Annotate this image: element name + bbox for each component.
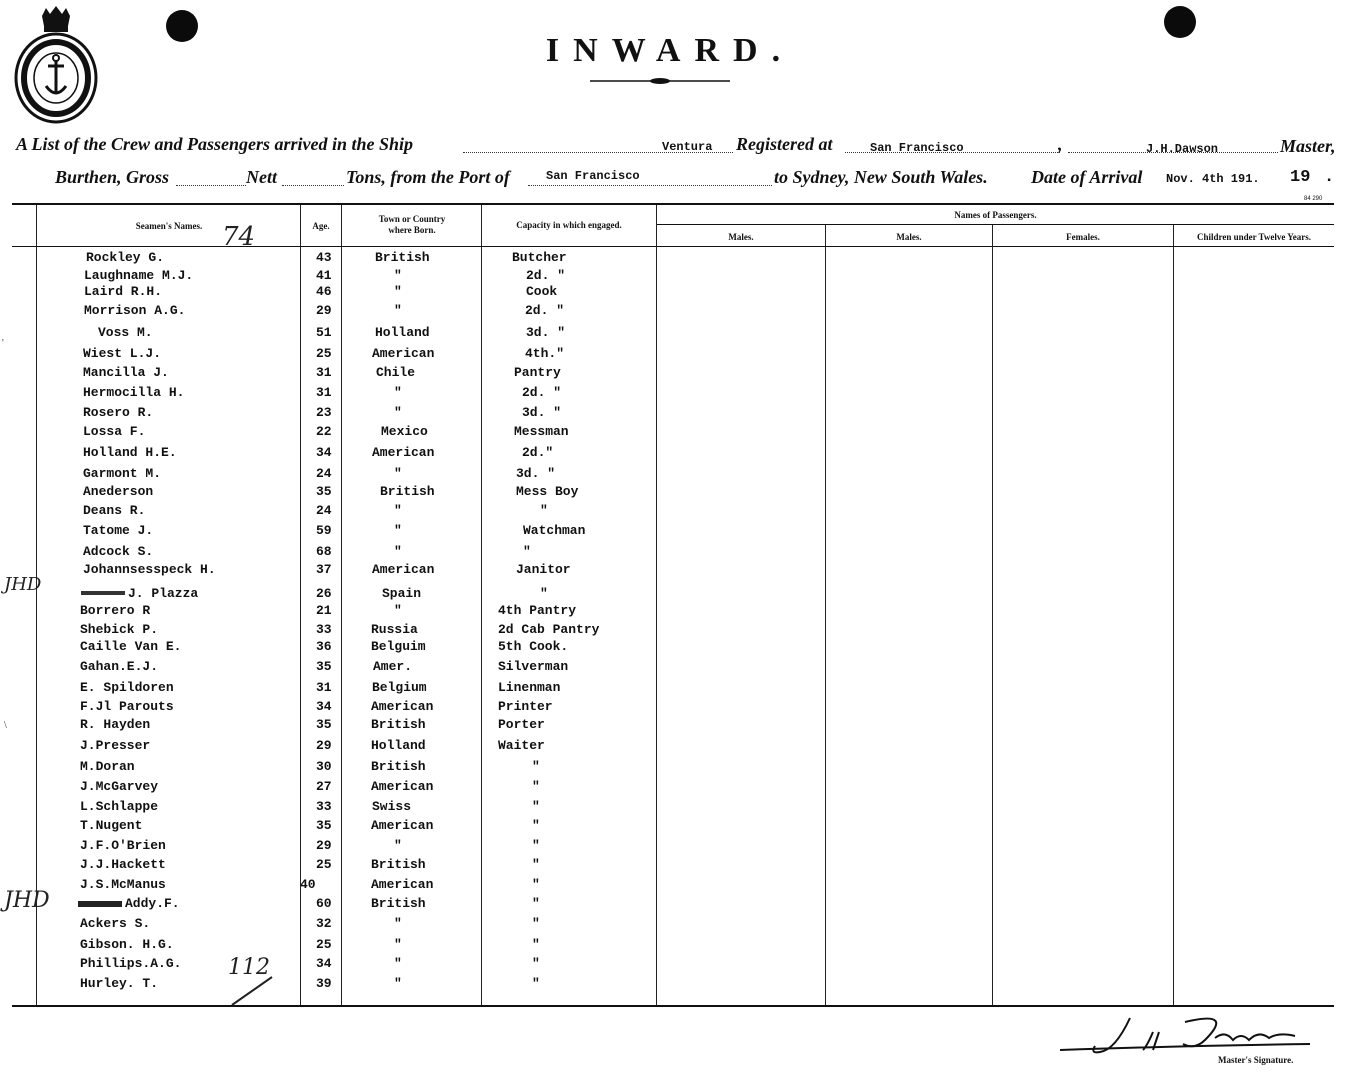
seaman-birthplace: Mexico [381,424,428,439]
struck-out-name-2 [78,901,122,907]
ship-name: Ventura [662,140,713,154]
seaman-name: Lossa F. [83,424,146,439]
col-capacity: Capacity in which engaged. [516,220,622,230]
seaman-age: 34 [316,445,332,460]
seaman-name: J.Presser [80,738,151,753]
edge-mark: \ [4,720,7,731]
seaman-age: 35 [316,484,332,499]
passenger-subheader-border [657,224,1334,225]
master-label: Master, [1280,136,1336,156]
seaman-name: Holland H.E. [83,445,177,460]
seaman-birthplace: Chile [376,365,416,380]
seaman-name: Addy.F. [125,896,180,911]
seaman-name: Morrison A.G. [84,303,186,318]
form-code: 84 290 [1304,196,1323,202]
arrival-year: 19 [1290,168,1311,187]
seaman-capacity: 2d. " [522,385,562,400]
handwritten-initials-2: JHD [4,888,50,913]
seaman-name: E. Spildoren [80,680,174,695]
seaman-capacity: " [532,799,540,814]
seaman-name: Caille Van E. [80,639,182,654]
burthen-label: Burthen, Gross [55,167,170,187]
col-divider-children [1173,225,1174,1005]
struck-out-name-1 [81,591,125,595]
seaman-name: J. Plazza [128,586,199,601]
seaman-capacity: 2d. " [526,268,566,283]
seaman-birthplace: American [371,699,434,714]
seaman-birthplace: British [371,857,426,872]
handwritten-count-top: 74 [222,222,256,252]
seaman-age: 33 [316,799,332,814]
seaman-capacity: " [532,877,540,892]
seaman-name: Anederson [83,484,154,499]
col-divider-passengers [656,205,657,1005]
arrival-period: . [1324,168,1335,187]
seaman-name: Rockley G. [86,250,165,265]
seaman-age: 40 [300,877,316,892]
seaman-birthplace: American [371,818,434,833]
list-prefix: A List of the Crew and Passengers arrived in the Ship [16,134,414,154]
col-divider-town [341,205,342,1005]
seaman-birthplace: Spain [382,586,422,601]
seaman-age: 33 [316,622,332,637]
seaman-name: Garmont M. [83,466,162,481]
comma: , [1058,134,1063,154]
page-title: INWARD. [545,32,795,69]
seaman-age: 29 [316,838,332,853]
seaman-age: 25 [316,937,332,952]
seaman-age: 41 [316,268,332,283]
col-seamen-names: Seamen's Names. [135,221,203,231]
seaman-capacity: " [532,976,540,991]
seaman-name: Johannsesspeck H. [83,562,216,577]
col-divider-males2 [825,225,826,1005]
seaman-capacity: Janitor [516,562,571,577]
seaman-birthplace: Russia [371,622,418,637]
col-divider-females [992,225,993,1005]
seaman-age: 31 [316,365,332,380]
seaman-birthplace: " [394,284,402,299]
seaman-capacity: 2d." [522,445,554,460]
seaman-birthplace: " [394,405,402,420]
seaman-name: Borrero R [80,603,151,618]
seaman-birthplace: " [394,838,402,853]
seaman-capacity: " [532,779,540,794]
seaman-name: J.F.O'Brien [80,838,166,853]
seaman-name: Gibson. H.G. [80,937,174,952]
seaman-name: Voss M. [98,325,153,340]
seaman-capacity: Linenman [498,680,561,695]
seaman-name: Hurley. T. [80,976,159,991]
seaman-age: 35 [316,818,332,833]
col-age: Age. [312,221,330,231]
seaman-birthplace: Holland [371,738,426,753]
master-signature-label: Master's Signature. [1218,1055,1294,1065]
col-males-1: Males. [728,232,754,242]
seaman-capacity: Mess Boy [516,484,579,499]
punch-hole-right [1164,6,1196,38]
seaman-name: Deans R. [83,503,146,518]
seaman-age: 34 [316,699,332,714]
seaman-capacity: Printer [498,699,553,714]
seaman-capacity: " [532,896,540,911]
handwritten-slash [228,965,278,1010]
arrival-date: Nov. 4th 191. [1166,172,1260,186]
seaman-age: 32 [316,916,332,931]
seaman-capacity: " [532,956,540,971]
nett-dotted-line [282,185,344,186]
seaman-age: 43 [316,250,332,265]
seaman-age: 59 [316,523,332,538]
seaman-birthplace: American [372,562,435,577]
seaman-name: Wiest L.J. [83,346,162,361]
seaman-birthplace: Belgium [372,680,427,695]
seaman-birthplace: " [394,503,402,518]
handwritten-initials-1: JHD [4,574,42,595]
seaman-name: Shebick P. [80,622,159,637]
edge-mark: ' [2,338,4,349]
seaman-birthplace: " [394,385,402,400]
registered-port: San Francisco [870,141,964,155]
seaman-capacity: " [523,544,531,559]
seaman-age: 39 [316,976,332,991]
seaman-age: 35 [316,717,332,732]
col-females: Females. [1066,232,1100,242]
seaman-birthplace: Amer. [373,659,413,674]
seaman-capacity: Watchman [523,523,586,538]
seaman-capacity: " [532,838,540,853]
seaman-age: 30 [316,759,332,774]
seaman-birthplace: Swiss [372,799,412,814]
seaman-capacity: Butcher [512,250,567,265]
seaman-capacity: 4th." [525,346,565,361]
seaman-age: 21 [316,603,332,618]
seaman-age: 46 [316,284,332,299]
col-passengers: Names of Passengers. [954,210,1037,220]
seaman-capacity: Messman [514,424,569,439]
tons-label: Tons, from the Port of [346,167,510,187]
master-name: J.H.Dawson [1146,142,1219,156]
seaman-birthplace: British [371,759,426,774]
origin-port: San Francisco [546,169,640,183]
seaman-birthplace: " [394,916,402,931]
seaman-age: 25 [316,346,332,361]
table-top-border [12,203,1334,205]
seaman-birthplace: " [394,956,402,971]
seaman-name: F.Jl Parouts [80,699,174,714]
seaman-birthplace: American [372,445,435,460]
seaman-age: 29 [316,303,332,318]
seaman-name: Ackers S. [80,916,151,931]
seaman-name: Gahan.E.J. [80,659,159,674]
seaman-birthplace: British [380,484,435,499]
seaman-capacity: " [532,916,540,931]
seaman-age: 31 [316,680,332,695]
seaman-birthplace: American [371,877,434,892]
seaman-name: J.J.Hackett [80,857,166,872]
seaman-capacity: Waiter [498,738,545,753]
seaman-name: M.Doran [80,759,135,774]
seaman-capacity: Porter [498,717,545,732]
seaman-age: 23 [316,405,332,420]
table-bottom-border [12,1005,1334,1007]
seaman-birthplace: " [394,268,402,283]
seaman-capacity: 2d Cab Pantry [498,622,600,637]
shipping-master-seal [12,6,100,124]
seaman-name: J.S.McManus [80,877,166,892]
seaman-capacity: 2d. " [525,303,565,318]
seaman-age: 36 [316,639,332,654]
seaman-capacity: 3d. " [516,466,556,481]
seaman-age: 25 [316,857,332,872]
seaman-birthplace: Holland [375,325,430,340]
seaman-capacity: 4th Pantry [498,603,577,618]
port-dotted-line [528,185,772,186]
seaman-name: Tatome J. [83,523,154,538]
seaman-name: T.Nugent [80,818,143,833]
seaman-capacity: " [532,818,540,833]
seaman-name: Hermocilla H. [83,385,185,400]
seaman-age: 31 [316,385,332,400]
registered-label: Registered at [736,134,833,154]
seaman-name: J.McGarvey [80,779,159,794]
seaman-age: 22 [316,424,332,439]
seaman-age: 29 [316,738,332,753]
seaman-birthplace: " [394,603,402,618]
seaman-birthplace: " [394,544,402,559]
table-header-border [12,246,1334,247]
seaman-capacity: " [532,937,540,952]
seaman-name: Mancilla J. [83,365,169,380]
seaman-capacity: Pantry [514,365,561,380]
seaman-name: Phillips.A.G. [80,956,182,971]
title-ornament [590,77,730,85]
arrival-date-label: Date of Arrival [1031,167,1143,187]
seaman-capacity: 3d. " [522,405,562,420]
seaman-capacity: Cook [526,284,558,299]
col-males-2: Males. [896,232,922,242]
punch-hole-left [166,10,198,42]
seaman-capacity: 5th Cook. [498,639,569,654]
seaman-birthplace: " [394,937,402,952]
col-town-born: Town or Country where Born. [378,214,446,235]
col-children: Children under Twelve Years. [1196,232,1311,242]
seaman-birthplace: British [371,717,426,732]
seaman-age: 24 [316,466,332,481]
seaman-birthplace: " [394,466,402,481]
seaman-birthplace: " [394,523,402,538]
seaman-age: 68 [316,544,332,559]
col-divider-capacity [481,205,482,1005]
seaman-name: Rosero R. [83,405,154,420]
seaman-age: 27 [316,779,332,794]
seaman-birthplace: American [371,779,434,794]
seaman-capacity: " [540,503,548,518]
seaman-birthplace: " [394,976,402,991]
seaman-age: 51 [316,325,332,340]
seaman-name: Laird R.H. [84,284,163,299]
handwritten-count-bottom: 112 [228,955,270,980]
seaman-name: Laughname M.J. [84,268,194,283]
seaman-name: L.Schlappe [80,799,159,814]
seaman-age: 60 [316,896,332,911]
seaman-capacity: " [532,857,540,872]
seaman-name: R. Hayden [80,717,151,732]
seaman-capacity: Silverman [498,659,569,674]
gross-dotted-line [176,185,246,186]
seaman-birthplace: American [372,346,435,361]
seaman-age: 34 [316,956,332,971]
seaman-birthplace: British [371,896,426,911]
seaman-birthplace: " [394,303,402,318]
seaman-capacity: " [532,759,540,774]
col-divider-left [36,205,37,1005]
seaman-age: 35 [316,659,332,674]
destination-label: to Sydney, New South Wales. [774,167,988,187]
seaman-birthplace: Belguim [371,639,426,654]
seaman-capacity: " [540,586,548,601]
seaman-age: 26 [316,586,332,601]
seaman-capacity: 3d. " [526,325,566,340]
nett-label: Nett [246,167,277,187]
seaman-age: 37 [316,562,332,577]
seaman-name: Adcock S. [83,544,154,559]
seaman-birthplace: British [375,250,430,265]
seaman-age: 24 [316,503,332,518]
